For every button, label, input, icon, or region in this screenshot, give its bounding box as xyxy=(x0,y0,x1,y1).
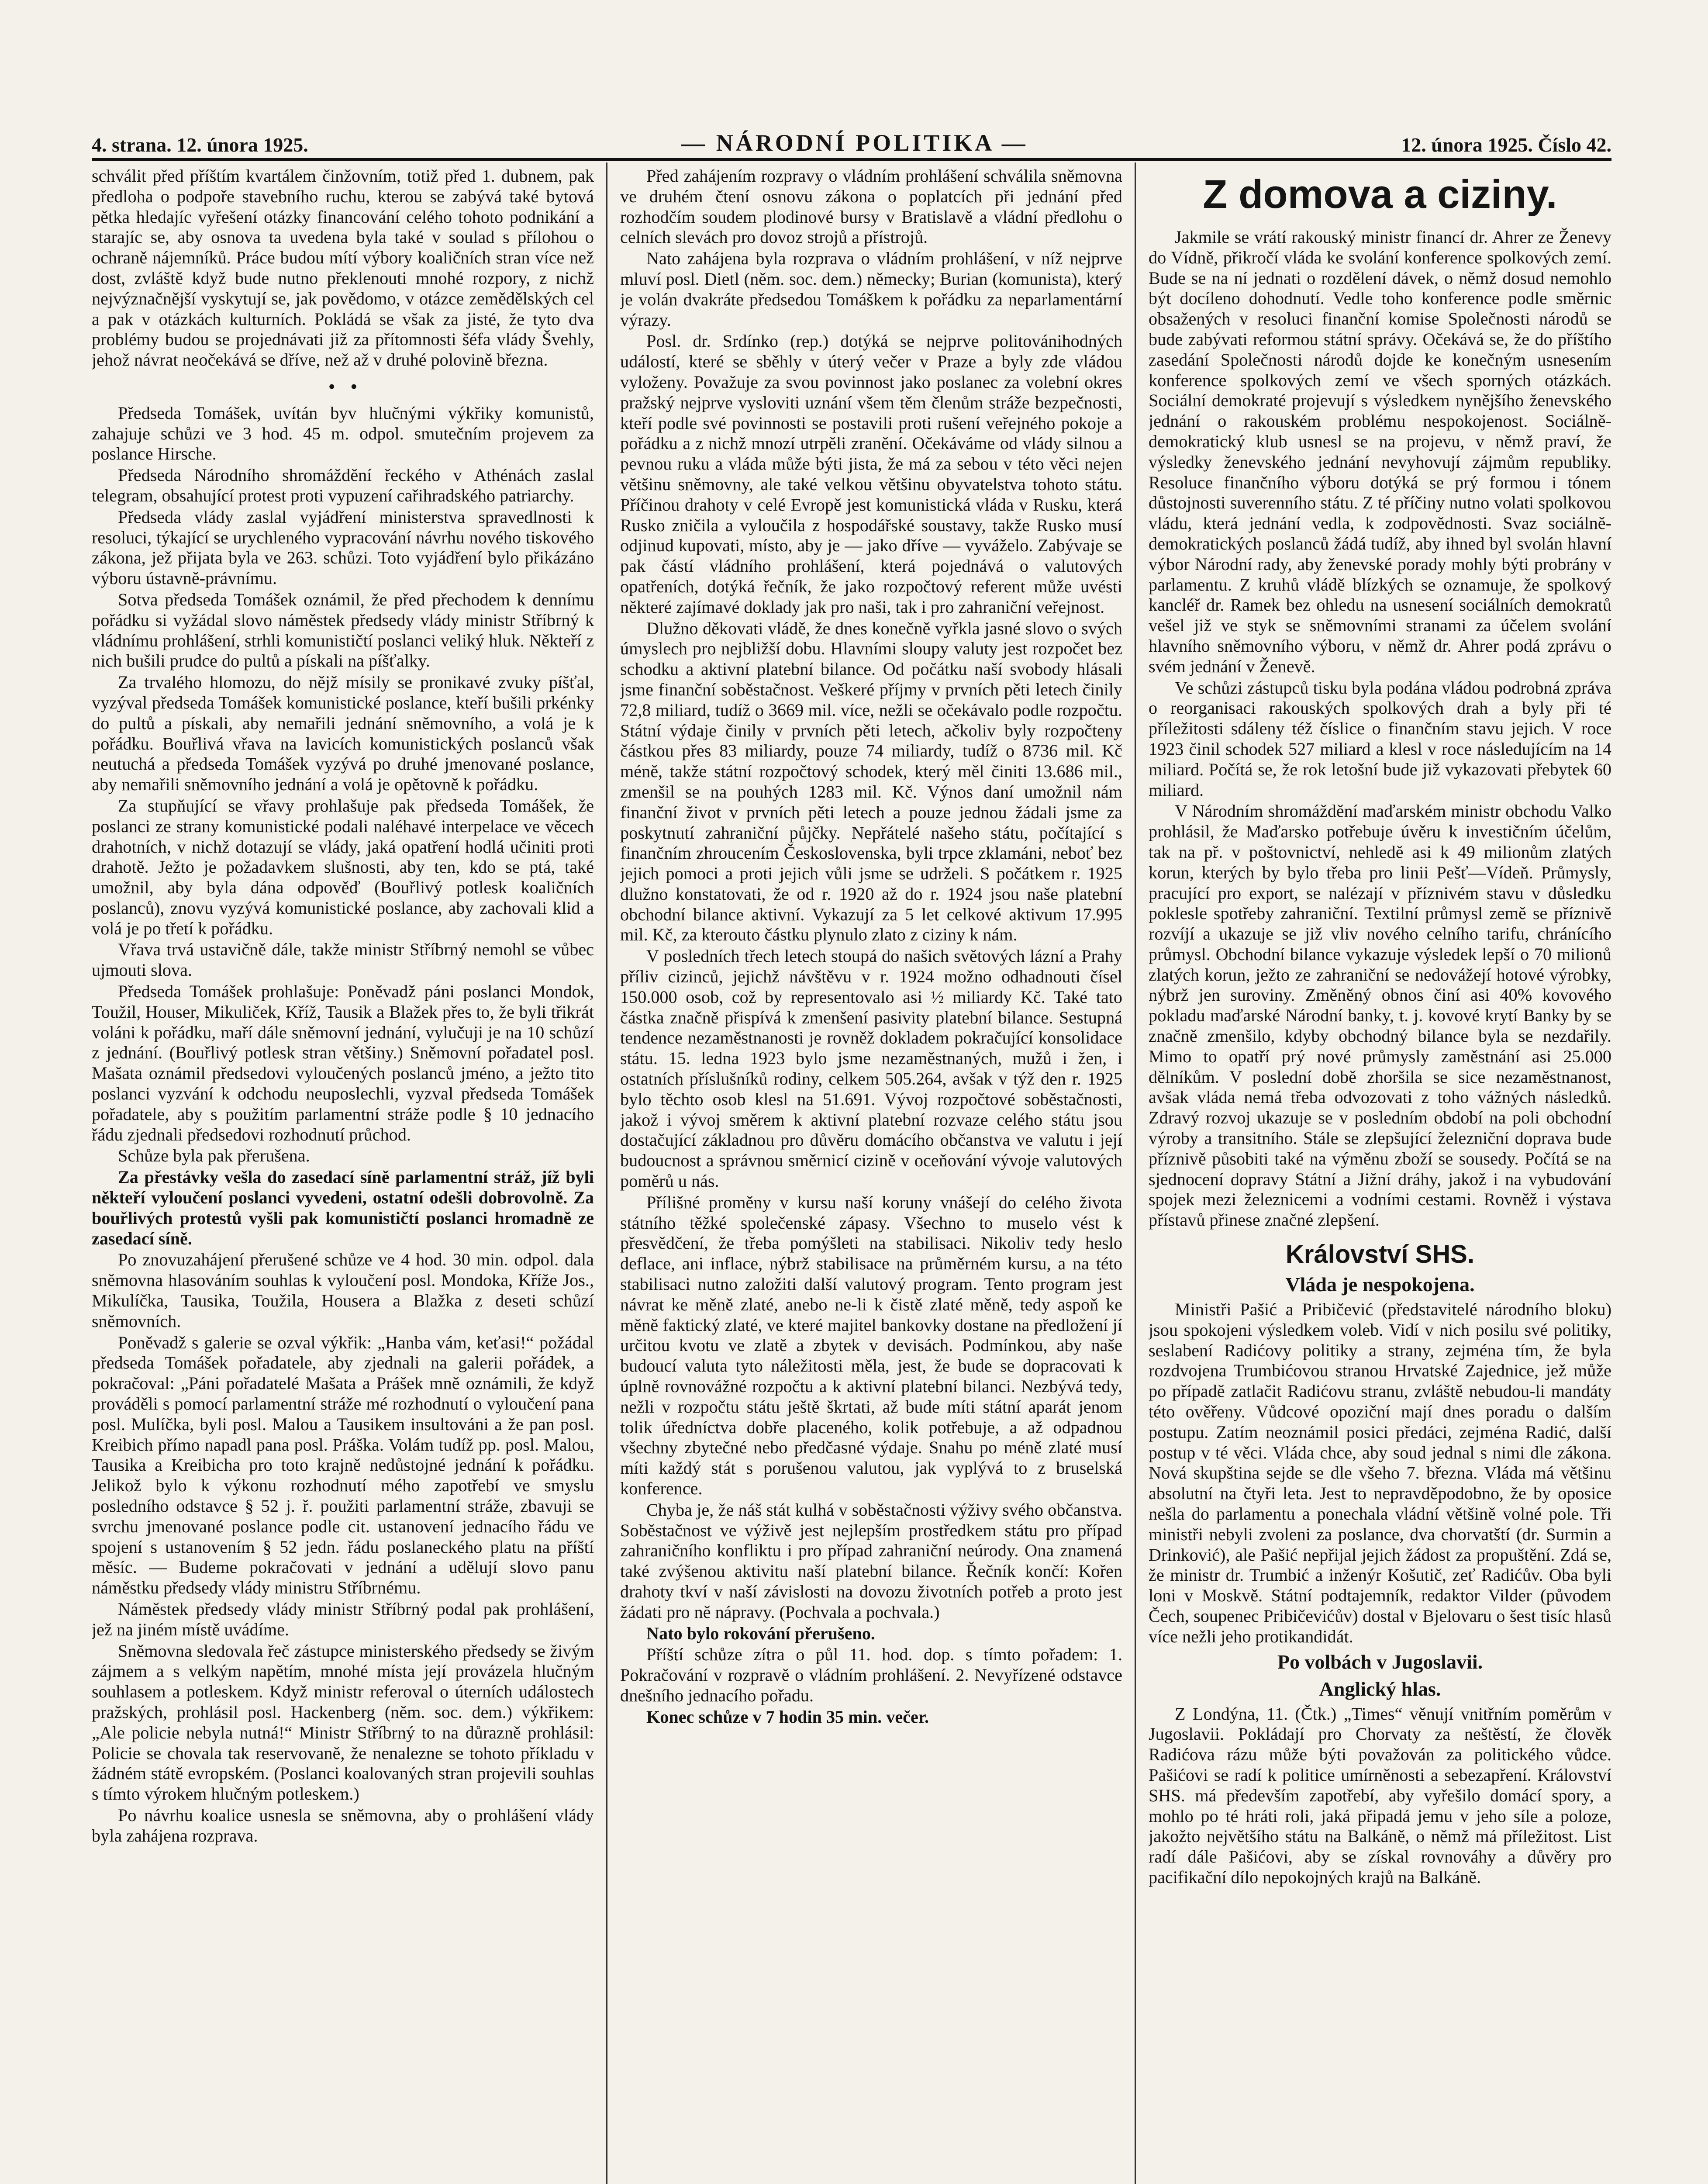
paragraph: Ministři Pašić a Pribičević (představitelé národního bloku) jsou spokojeni výsledkem voleb. Vidí v nich posilu své politiky, seslabení Radićovy politiky a strany, zejména tím, že byla rozdvojena Trumbićovou stranou Hrvatské Zajednice, jež může po případě zatlačit Radićovu stranu, zvláště nebudou-li mandáty této ověřeny. Vůdcové opoziční mají dnes poradu o dalším postupu. Zatím neoznámil posici předáci, zejména Radić, další postup v té věci. Vláda chce, aby soud jednal s nimi dle zákona. Nová skupština sejde se dle všeho 7. března. Vláda má většinu absolutní na čtyři leta. Jest to nepravděpodobno, že by oposice nešla do parlamentu a ponechala vládní většině volné pole. Tři ministři nebyli zvoleni za poslance, dva chorvatští (dr. Surmin a Drinković), ale Pašić nepřijal jejich žádost za propuštění. Zdá se, že ministr dr. Trumbić a inženýr Košutič, zeť Radićův. Oba byli loni v Moskvě. Státní podtajemník, redaktor Vilder (původem Čech, soupenec Pribičevićův) dostal v Bjelovaru o šest tisíc hlasů více nežli jeho protikandidát. xyxy=(1149,1299,1611,1646)
paragraph: Náměstek předsedy vlády ministr Stříbrný podal pak prohlášení, jež na jiném místě uvádíme. xyxy=(92,1599,594,1639)
column-divider xyxy=(606,162,607,2184)
paragraph: Vřava trvá ustavičně dále, takže ministr Stříbrný nemohl se vůbec ujmouti slova. xyxy=(92,940,594,980)
paragraph: Přílišné proměny v kursu naší koruny vnášejí do celého života státního těžké společenské zápasy. Všechno to muselo vést k přesvědčení, že třeba pomýšleti na stabilisaci. Nikoliv tedy heslo deflace, ani inflace, nýbrž stabilisace na průměrném kursu, a na této stabilisaci nutno založiti další valutový program. Tento program jest návrat ke měně zlaté, anebo ne-li k čistě zlaté měně, tedy aspoň ke měně faktický zlaté, ve které majitel bankovky dostane na předložení jí určitou kvotu ve zlatě a zbytek v devisách. Podmínkou, aby naše budoucí valuta tyto náležitosti měla, jest, že bude se dopracovati k úplně rovnovážné rozpočtu a k aktivní platební bilanci. Nezbývá tedy, nežli v rozpočtu státu ještě škrtati, až bude míti státní aparát jenom tolik úředníctva dobře placeného, kolik potřebuje, a až odpadnou všechny zbytečné nebo předčasné výdaje. Snahu po méně zlaté musí míti každý stát s porušenou valutou, jak vyplývá to z bruselská konference. xyxy=(620,1192,1122,1498)
paragraph: Předseda Národního shromáždění řeckého v Athénách zaslal telegram, obsahující protest proti vypuzení cařihradského patriarchy. xyxy=(92,465,594,505)
column-1 xyxy=(92,166,594,2184)
paragraph: Chyba je, že náš stát kulhá v soběstačnosti výživy svého občanstva. Soběstačnost ve výživě jest nejlepším prostředkem státu pro případ zahraničního konfliktu i pro případ zahraniční neúrody. Ona znamená také zvýšenou aktivitu naší platební bilance. Řečník končí: Kořen drahoty tkví v naší závislosti na dovozu životních potřeb a proto jest žádati pro ně nápravy. (Pochvala a pochvala.) xyxy=(620,1500,1122,1622)
section-heading: Z domova a ciziny. xyxy=(1203,172,1557,217)
paragraph: Sotva předseda Tomášek oznámil, že před přechodem k dennímu pořádku si vyžádal slovo náměstek předsedy vlády ministr Stříbrný k vládnímu prohlášení, strhli komunističtí poslanci veliký hluk. Někteří z nich bušili prudce do pultů a pískali na píšťalky. xyxy=(92,589,594,671)
paragraph: Konec schůze v 7 hodin 35 min. večer. xyxy=(646,1707,929,1727)
section-divider-stars: • • xyxy=(328,375,358,397)
header-left: 4. strana. 12. února 1925. xyxy=(92,134,308,156)
paragraph: Za trvalého hlomozu, do nějž mísily se pronikavé zvuky píšťal, vyzýval předseda Tomášek komunistické poslance, kteří bušili prkénky do pultů a pískali, aby nemařili jednání sněmovního, a volá je k pořádku. Bouřlivá vřava na lavicích komunistických poslanců však neutuchá a předseda Tomášek vyzývá po druhé jmenované poslance, aby nemařili sněmovního jednání a volá je opětovně k pořádku. xyxy=(92,672,594,795)
paragraph: Před zahájením rozpravy o vládním prohlášení schválila sněmovna ve druhém čtení osnovu zákona o poplatcích při jednání před rozhodčím soudem plodinové bursy v Bratislavě a vládní předlohu o celních slevách pro dovoz strojů a přístrojů. xyxy=(620,166,1122,247)
header-masthead: — NÁRODNÍ POLITIKA — xyxy=(681,130,1028,156)
paragraph: Po znovuzahájení přerušené schůze ve 4 hod. 30 min. odpol. dala sněmovna hlasováním souhlas k vyloučení posl. Mondoka, Kříže Jos., Mikulíčka, Tausika, Toužila, Housera a Blažka z deseti schůzí sněmovních. xyxy=(92,1250,594,1331)
paragraph: Po návrhu koalice usnesla se sněmovna, aby o prohlášení vlády byla zahájena rozprava. xyxy=(92,1805,594,1845)
paragraph: Ve schůzi zástupců tisku byla podána vládou podrobná zpráva o reorganisaci rakouských spolkových drah a byly při té příležitosti sdáleny též číslice o finančním stavu jejich. V roce 1923 činil schodek 527 miliard a klesl v roce následujícím na 14 miliard. Počítá se, že rok letošní bude již vykazovati přebytek 60 miliard. xyxy=(1149,677,1611,800)
paragraph: Nato zahájena byla rozprava o vládním prohlášení, v níž nejprve mluví posl. Dietl (něm. soc. dem.) německy; Burian (komunista), který je volán dvakráte předsedou Tomáškem k pořádku za neparlamentární výrazy. xyxy=(620,249,1122,330)
paragraph: Předseda Tomášek prohlašuje: Poněvadž páni poslanci Mondok, Toužil, Houser, Mikuliček, Kříž, Tausik a Blažek přes to, že byli třikrát voláni k pořádku, maří dále sněmovní jednání, vylučuji je na 10 schůzí z jednání. (Bouřlivý potlesk stran většiny.) Sněmovní pořadatel posl. Mašata oznámil předsedovi vyloučených poslanců jméno, a ježto tito poslanci vyzvání k odchodu neuposlechli, vyzval předseda Tomášek pořadatele, aby s použitím parlamentní stráže podle § 10 jednacího řádu zjednali předsedovi rozhodnutí průchod. xyxy=(92,981,594,1144)
paragraph: V posledních třech letech stoupá do našich světových lázní a Prahy příliv cizinců, jejichž návštěvu v r. 1924 možno odhadnouti čísel 150.000 osob, což by representovalo asi ½ miliardy Kč. Také tato částka značně přispívá k zmenšení pasivity platební bilance. Sestupná tendence nezaměstnanosti je rovněž dokladem pokračující konsolidace státu. 15. ledna 1923 bylo jsme nezaměstnaných, mužů i žen, i ostatních příslušníků rodiny, celkem 505.264, avšak v týž den r. 1925 bylo těchto osob klesl na 51.691. Vývoj rozpočtové soběstačnosti, jakož i vývoj směrem k aktivní platební rozvaze celého státu jsou dostačující základnou pro důvěru domácího občanstva ve valutu i její budoucnost a správnou směrnicí cizině v oceňování vývoje valutových poměrů u nás. xyxy=(620,946,1122,1191)
paragraph: Sněmovna sledovala řeč zástupce ministerského předsedy se živým zájmem a s velkým napětím, mnohé místa její provázela hlučným souhlasem a potleskem. Když ministr referoval o úterních událostech pražských, prohlásil posl. Hackenberg (něm. soc. dem.) výkřikem: „Ale policie nebyla nutná!“ Ministr Stříbrný to na důrazně prohlásil: Policie se chovala tak reservovaně, že nenalezne se tohoto příkladu v žádném státě evropském. (Poslanci koalovaných stran projevili souhlas s tímto výrokem hlučným potleskem.) xyxy=(92,1641,594,1804)
header-right: 12. února 1925. Číslo 42. xyxy=(1401,134,1611,156)
section-subheading: Vláda je nespokojena. xyxy=(1285,1273,1475,1296)
paragraph: schválit před příštím kvartálem činžovním, totiž před 1. dubnem, pak předloha o podpoře stavebního ruchu, kterou se zabývá také bytová pětka hledajíc vyřešení otázky financování celého tohoto podnikání a starajíc se, aby osnova ta uvedena byla také v soulad s přílohou o ochraně nájemníků. Práce budou mítí výbory koaličních stran více než dost, zvláště když bude nutno překlenouti mnohé rozpory, z nichž nejvýznačnější vyskytují se, jak povědomo, v otázce zemědělských cel a pak v otázkách kulturních. Pokládá se však za jisté, že tyto dva problémy budou se projednávati již za přítomnosti šéfa vlády Švehly, jehož návrat neočekává se dříve, než až v druhé polovině března. xyxy=(92,166,594,370)
column-2 xyxy=(620,166,1122,2184)
paragraph: V Národním shromáždění maďarském ministr obchodu Valko prohlásil, že Maďarsko potřebuje úvěru k investičním účelům, tak na př. v poštovnictví, nehledě asi k 49 milionům zlatých korun, kterých by bylo třeba pro linii Pešť—Vídeň. Průmysly, pracující pro export, se nalézají v příznivém stavu v důsledku poklesle spotřeby zahraniční. Textilní průmysl země se příznivě rozvíjí a ukazuje se již vliv nového celního tarifu, chránícího průmysl. Obchodní bilance vykazuje výsledek lepší o 70 milionů zlatých korun, ježto ze zahraniční se nedovážejí hotové výrobky, nýbrž jen suroviny. Změněný obnos činí asi 40% kovového pokladu maďarské Národní banky, t. j. kovové krytí Banky by se značně zmenšilo, kdyby obchodný bilance byla se nezdařily. Mimo to opatří prý nové průmysly zaměstnání asi 25.000 dělníkům. V poslední době zhoršila se sice nezaměstnanost, avšak vláda nemá třeba odvozovati z toho vážných následků. Zdravý rozvoj ukazuje se v posledním období na poli obchodní výroby a transitního. Stále se zlepšující železniční doprava bude příznivě působiti také na výměnu zboží se sousedy. Počítá se na sjednocení dopravy Státní a Jižní dráhy, jakož i na vybudování spojek mezi železnicemi a vodními cestami. Rovněž i výstava přístavů přinese značné zlepšení. xyxy=(1149,801,1611,1230)
paragraph: Příští schůze zítra o půl 11. hod. dop. s tímto pořadem: 1. Pokračování v rozpravě o vládním prohlášení. 2. Nevyřízené odstavce dnešního jednacího pořadu. xyxy=(620,1645,1122,1705)
paragraph: Za stupňující se vřavy prohlašuje pak předseda Tomášek, že poslanci ze strany komunistické podali naléhavé interpelace ve věcech drahotních, v nichž dotazují se vlády, jaká opatření hodlá učiniti proti drahotě. Ježto je požadavkem slušnosti, aby ten, kdo se ptá, také umožnil, aby byla dána odpověď (Bouřlivý potlesk koaličních poslanců), znovu vyzývá komunistické poslance, aby zachovali klid a volá je po třetí k pořádku. xyxy=(92,795,594,938)
paragraph: Za přestávky vešla do zasedací síně parlamentní stráž, jíž byli někteří vyloučení poslanci vyvedeni, ostatní odešli dobrovolně. Za bouřlivých protestů vyšli pak komunističtí poslanci hromadně ze zasedací síně. xyxy=(92,1167,594,1248)
paragraph: Předseda vlády zaslal vyjádření ministerstva spravedlnosti k resoluci, týkající se urychleného vypracování návrhu nového tiskového zákona, jež přijata byla ve 263. schůzi. Toto vyjádření bylo přikázáno výboru ústavně-právnímu. xyxy=(92,507,594,588)
section-heading: Království SHS. xyxy=(1286,1240,1474,1269)
column-divider xyxy=(1135,162,1136,2184)
paragraph: Z Londýna, 11. (Čtk.) „Times“ věnují vnitřním poměrům v Jugoslavii. Pokládají pro Chorvaty za neštěstí, že člověk Radićova rázu může býti považován za politického vůdce. Pašićovi se radí k politice umírněnosti a sebezapření. Království SHS. má především zapotřebí, aby vyřešilo domácí spory, a mohlo po té hráti roli, jaká připadá jemu v jeho síle a poloze, jakožto největšího státu na Balkáně, o němž má příležitost. List radí dále Pašićovi, aby se získal rovnováhy a důvěry pro pacifikační dílo nepokojných krajů na Balkáně. xyxy=(1149,1704,1611,1887)
header-rule xyxy=(92,158,1611,161)
paragraph: Schůze byla pak přerušena. xyxy=(118,1146,310,1166)
paragraph: Poněvadž s galerie se ozval výkřik: „Hanba vám, keťasi!“ požádal předseda Tomášek pořadatele, aby zjednali na galerii pořádek, a pokračoval: „Páni pořadatelé Mašata a Prášek mně oznámili, že když prováděli s pomocí parlamentní stráže mé rozhodnutí o vyloučení pana posl. Mulíčka, byli posl. Malou a Tausikem insultováni a že pan posl. Kreibich přímo napadl pana posl. Práška. Volám tudíž pp. posl. Malou, Tausika a Kreibicha pro toto krajně nedůstojné jednání k pořádku. Jelikož bylo k výkonu rozhodnutí mého zapotřebí ve smyslu posledního odstavce § 52 j. ř. použiti parlamentní stráže, zbavuji se svrchu jmenované poslance podle cit. ustanovení jednacího řádu ve spojení s ustanovením § 52 jedn. řádu poslaneckého platu na příští měsíc. — Budeme pokračovati v jednání a udělují slovo panu náměstku předsedy vlády ministru Stříbrnému. xyxy=(92,1332,594,1598)
paragraph: Nato bylo rokování přerušeno. xyxy=(646,1623,875,1643)
section-subheading: Anglický hlas. xyxy=(1319,1677,1441,1700)
paragraph: Dlužno děkovati vládě, že dnes konečně vyřkla jasné slovo o svých úmyslech pro nejbližší dobu. Hlavními sloupy valuty jest rozpočet bez schodku a aktivní platební bilance. Od počátku naší svobody hlásali jsme finanční soběstačnost. Veškeré příjmy v prvních pěti letech činily 72,8 miliard, tudíž o 3669 mil. více, nežli se očekávalo podle rozpočtu. Státní výdaje činily v prvních pěti letech, ačkoliv byly rozpočteny částkou přes 83 miliardy, pouze 74 miliardy, tudíž o 8736 mil. Kč méně, takže státní rozpočtový schodek, který měl činiti 13.686 mil., zmenšil se na pouhých 1283 mil. Kč. Výnos daní umožnil nám finanční život v prvních pěti letech a pouze jednou žádali jsme za poskytnutí zahraniční půjčky. Nepřátelé našeho státu, počítající s finančním zhroucením Československa, byli trpce zklamáni, neboť bez jejich pomoci a proti jejich vůli jsme se udrželi. S počátkem r. 1925 dlužno konstatovati, že od r. 1920 až do r. 1924 jsou naše platební obchodní bilance aktivní. Vykazují za 5 let celkové aktivum 17.995 mil. Kč, za kterouto částku plynulo zlato z ciziny k nám. xyxy=(620,618,1122,945)
page-header xyxy=(92,117,1611,156)
paragraph: Posl. dr. Srdínko (rep.) dotýká se nejprve politovánihodných událostí, které se sběhly v úterý večer v Praze a byly zde vládou vyloženy. Považuje za svou povinnost jako poslanec za volební okres pražský nejprve vysloviti uznání všem těm členům stráže bezpečnosti, kteří podle své povinnosti se postavili proti rušení veřejného pokoje a pořádku a z nichž mnozí utrpěli zranění. Očekáváme od vlády silnou a pevnou ruku a vláda může býti jista, že má za sebou v této věci nejen většinu sněmovny, ale také velkou většinu obyvatelstva tohoto státu. Příčinou drahoty v celé Evropě jest komunistická vláda v Rusku, která Rusko zničila a vyloučila z hospodářské soustavy, takže Rusko musí odjinud kupovati, místo, aby je — jako dříve — vyváželo. Zabývaje se pak částí vládního prohlášení, která pojednává o valutových opatřeních, dotýká řečník, že jako rozpočtový referent může uvésti některé zajímavé doklady jak pro naši, tak i pro zahraniční veřejnost. xyxy=(620,331,1122,617)
paragraph: Jakmile se vrátí rakouský ministr financí dr. Ahrer ze Ženevy do Vídně, přikročí vláda ke svolání konference spolkových zemí. Bude se na ní jednati o rozdělení dávek, o němž dosud nemohlo být docíleno dohodnutí. Vedle toho konference podle směrnic obsažených v resoluci finanční komise Společnosti národů se bude zabývati reformou státní správy. Očekává se, že do příštího zasedání Společnosti národů dojde ke konečným usnesením konference spolkových zemí ve všech sporných otázkách. Sociální demokraté projevují s výsledkem nynějšího ženevského jednání o rakouském problému nespokojenost. Sociálně-demokratický klub usnesl se na projevu, v němž praví, že výsledky ženevského jednání nevyhovují zájmům republiky. Resoluce finančního výboru dotýká se prý formou i tónem důstojnosti suverenního státu. Z té příčiny nutno volati spolkovou vládu, která jednání vedla, k zodpovědnosti. Svaz sociálně-demokratických poslanců žádá tudíž, aby ihned byl svolán hlavní výbor Národní rady, aby ženevské porady mohly býti probrány v parlamentu. Z kruhů vládě blízkých se oznamuje, že spolkový kancléř dr. Ramek bez ohledu na usnesení sociálních demokratů vešel již ve styk se sněmovními stranami za účelem svolání hlavního sněmovního výboru, v němž dr. Ahrer podá zprávu o svém jednání v Ženevě. xyxy=(1149,227,1611,676)
section-heading: Po volbách v Jugoslavii. xyxy=(1277,1650,1483,1673)
column-3 xyxy=(1149,166,1611,2184)
paragraph: Předseda Tomášek, uvítán byv hlučnými výkřiky komunistů, zahajuje schůzi ve 3 hod. 45 m. odpol. smutečním projevem za poslance Hirsche. xyxy=(92,403,594,464)
